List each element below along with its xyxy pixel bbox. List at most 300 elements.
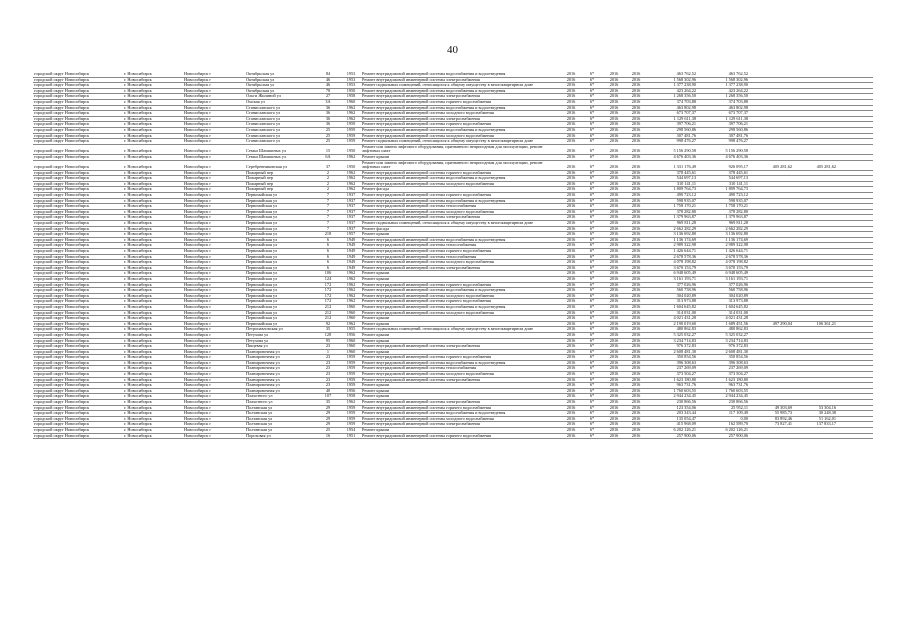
- work-type-cell: Ремонт внутридомовой инженерной системы холодного водоснабжения: [361, 133, 561, 139]
- work-type-cell: Ремонт внутридомовой инженерной системы горячего водоснабжения: [361, 122, 561, 128]
- settlement-cell: г. Новосибирск: [123, 276, 183, 282]
- house-cell: 23: [315, 355, 341, 361]
- street-cell: Первомайская ул: [245, 204, 315, 210]
- municipality-cell: городской округ Новосибирск: [33, 83, 123, 89]
- priority-cell: 6*: [581, 187, 603, 193]
- fund-cost-cell: 310 141,11: [699, 181, 751, 187]
- locality-cell: Новосибирск г: [183, 181, 245, 187]
- end-year-cell: 2016: [625, 360, 647, 366]
- plan-year-cell: 2016: [561, 181, 581, 187]
- fund-cost-cell: 6 202 126,21: [699, 428, 751, 434]
- house-cell: 78: [315, 88, 341, 94]
- settlement-cell: г. Новосибирск: [123, 428, 183, 434]
- year-cell: 1962: [341, 321, 361, 327]
- work-type-cell: Ремонт фасада: [361, 226, 561, 232]
- total-cost-cell: 350 854,56: [647, 355, 699, 361]
- total-cost-cell: 307 481,76: [647, 133, 699, 139]
- settlement-cell: г. Новосибирск: [123, 394, 183, 400]
- start-year-cell: 2016: [603, 215, 625, 221]
- house-cell: 36: [315, 111, 341, 117]
- municipality-cell: городской округ Новосибирск: [33, 127, 123, 133]
- house-cell: 6: [315, 265, 341, 271]
- start-year-cell: 2016: [603, 170, 625, 176]
- start-year-cell: 2016: [603, 116, 625, 122]
- start-year-cell: 2016: [603, 332, 625, 338]
- house-cell: 84: [315, 72, 341, 77]
- locality-cell: Новосибирск г: [183, 94, 245, 100]
- end-year-cell: 2016: [625, 260, 647, 266]
- house-cell: 7: [315, 193, 341, 199]
- year-cell: 1949: [341, 243, 361, 249]
- street-cell: Плахотного ул: [245, 394, 315, 400]
- extra-cost-1-cell: [751, 144, 795, 154]
- street-cell: Полтавская ул: [245, 416, 315, 422]
- fund-cost-cell: 4 078 198,82: [699, 260, 751, 266]
- plan-year-cell: 2016: [561, 394, 581, 400]
- locality-cell: Новосибирск г: [183, 293, 245, 299]
- settlement-cell: г. Новосибирск: [123, 111, 183, 117]
- priority-cell: 6*: [581, 332, 603, 338]
- house-cell: 35: [315, 327, 341, 333]
- plan-year-cell: 2016: [561, 198, 581, 204]
- year-cell: 1959: [341, 377, 361, 383]
- priority-cell: 6*: [581, 344, 603, 350]
- year-cell: 1962: [341, 187, 361, 193]
- total-cost-cell: 1 760 603,55: [647, 388, 699, 394]
- plan-year-cell: 2016: [561, 83, 581, 89]
- start-year-cell: 2016: [603, 154, 625, 160]
- start-year-cell: 2016: [603, 226, 625, 232]
- municipality-cell: городской округ Новосибирск: [33, 299, 123, 305]
- total-cost-cell: 257 900,06: [647, 433, 699, 439]
- street-cell: Полтавская ул: [245, 428, 315, 434]
- fund-cost-cell: 374 703,88: [699, 99, 751, 105]
- municipality-cell: городской округ Новосибирск: [33, 276, 123, 282]
- locality-cell: Новосибирск г: [183, 416, 245, 422]
- end-year-cell: 2016: [625, 83, 647, 89]
- locality-cell: Новосибирск г: [183, 388, 245, 394]
- municipality-cell: городской округ Новосибирск: [33, 204, 123, 210]
- end-year-cell: 2016: [625, 160, 647, 170]
- start-year-cell: 2016: [603, 198, 625, 204]
- fund-cost-cell: 963 731,76: [699, 383, 751, 389]
- priority-cell: 6*: [581, 288, 603, 294]
- plan-year-cell: 2016: [561, 360, 581, 366]
- settlement-cell: г. Новосибирск: [123, 105, 183, 111]
- start-year-cell: 2016: [603, 372, 625, 378]
- street-cell: Октябрьская ул: [245, 72, 315, 77]
- work-type-cell: Ремонт внутридомовой инженерной системы водоснабжения и водоотведения: [361, 198, 561, 204]
- street-cell: Пожарный пер: [245, 181, 315, 187]
- house-cell: 6: [315, 243, 341, 249]
- locality-cell: Новосибирск г: [183, 310, 245, 316]
- year-cell: 1959: [341, 133, 361, 139]
- end-year-cell: 2016: [625, 181, 647, 187]
- year-cell: 1937: [341, 198, 361, 204]
- start-year-cell: 2016: [603, 265, 625, 271]
- work-type-cell: Ремонт внутридомовой инженерной системы водоснабжения и водоотведения: [361, 105, 561, 111]
- settlement-cell: г. Новосибирск: [123, 215, 183, 221]
- municipality-cell: городской округ Новосибирск: [33, 139, 123, 145]
- settlement-cell: г. Новосибирск: [123, 282, 183, 288]
- settlement-cell: г. Новосибирск: [123, 193, 183, 199]
- year-cell: 1962: [341, 276, 361, 282]
- start-year-cell: 2016: [603, 187, 625, 193]
- priority-cell: 6*: [581, 433, 603, 439]
- work-type-cell: Ремонт внутридомовой инженерной системы электроснабжения: [361, 344, 561, 350]
- street-cell: Первомайская ул: [245, 249, 315, 255]
- fund-cost-cell: 314 031,00: [699, 310, 751, 316]
- total-cost-cell: 5 325 032,27: [647, 332, 699, 338]
- end-year-cell: 2016: [625, 127, 647, 133]
- year-cell: 1959: [341, 355, 361, 361]
- work-type-cell: Ремонт внутридомовой инженерной системы водоснабжения и водоотведения: [361, 176, 561, 182]
- priority-cell: 6*: [581, 388, 603, 394]
- priority-cell: 6*: [581, 127, 603, 133]
- end-year-cell: 2016: [625, 209, 647, 215]
- end-year-cell: 2016: [625, 282, 647, 288]
- year-cell: 1949: [341, 254, 361, 260]
- end-year-cell: 2016: [625, 299, 647, 305]
- total-cost-cell: 463 762,52: [647, 72, 699, 77]
- end-year-cell: 2016: [625, 249, 647, 255]
- settlement-cell: г. Новосибирск: [123, 366, 183, 372]
- work-type-cell: Ремонт внутридомовой инженерной системы теплоснабжения: [361, 366, 561, 372]
- house-cell: 7: [315, 204, 341, 210]
- plan-year-cell: 2016: [561, 260, 581, 266]
- municipality-cell: городской округ Новосибирск: [33, 221, 123, 227]
- plan-year-cell: 2016: [561, 160, 581, 170]
- locality-cell: Новосибирск г: [183, 116, 245, 122]
- work-type-cell: Ремонт внутридомовой инженерной системы теплоснабжения: [361, 243, 561, 249]
- start-year-cell: 2016: [603, 299, 625, 305]
- house-cell: 29: [315, 416, 341, 422]
- locality-cell: Новосибирск г: [183, 154, 245, 160]
- start-year-cell: 2016: [603, 383, 625, 389]
- plan-year-cell: 2016: [561, 411, 581, 417]
- start-year-cell: 2016: [603, 433, 625, 439]
- locality-cell: Новосибирск г: [183, 221, 245, 227]
- fund-cost-cell: 3 670 153,79: [699, 265, 751, 271]
- year-cell: 1960: [341, 338, 361, 344]
- priority-cell: 6*: [581, 154, 603, 160]
- house-cell: 29: [315, 422, 341, 428]
- priority-cell: 6*: [581, 237, 603, 243]
- end-year-cell: 2016: [625, 271, 647, 277]
- year-cell: 1960: [341, 316, 361, 322]
- plan-year-cell: 2016: [561, 288, 581, 294]
- settlement-cell: г. Новосибирск: [123, 133, 183, 139]
- extra-cost-2-cell: 137 833,17: [795, 422, 839, 428]
- priority-cell: 6*: [581, 88, 603, 94]
- priority-cell: 6*: [581, 394, 603, 400]
- start-year-cell: 2016: [603, 254, 625, 260]
- work-type-cell: Ремонт подвальных помещений, относящихся к общему имуществу в многоквартирном доме: [361, 83, 561, 89]
- settlement-cell: г. Новосибирск: [123, 293, 183, 299]
- locality-cell: Новосибирск г: [183, 282, 245, 288]
- fund-cost-cell: 3 136 692,80: [699, 232, 751, 238]
- municipality-cell: городской округ Новосибирск: [33, 170, 123, 176]
- plan-year-cell: 2016: [561, 304, 581, 310]
- work-type-cell: Ремонт внутридомовой инженерной системы водоснабжения и водоотведения: [361, 411, 561, 417]
- table-row: [33, 160, 873, 170]
- work-type-cell: Ремонт внутридомовой инженерной системы холодного водоснабжения: [361, 416, 561, 422]
- municipality-cell: городской округ Новосибирск: [33, 260, 123, 266]
- settlement-cell: г. Новосибирск: [123, 144, 183, 154]
- priority-cell: 6*: [581, 299, 603, 305]
- fund-cost-cell: 4 676 403,36: [699, 154, 751, 160]
- settlement-cell: г. Новосибирск: [123, 411, 183, 417]
- priority-cell: 6*: [581, 139, 603, 145]
- house-cell: 2: [315, 187, 341, 193]
- plan-year-cell: 2016: [561, 139, 581, 145]
- total-cost-cell: 397 706,21: [647, 122, 699, 128]
- start-year-cell: 2016: [603, 310, 625, 316]
- work-type-cell: Ремонт крыши: [361, 338, 561, 344]
- plan-year-cell: 2016: [561, 433, 581, 439]
- plan-year-cell: 2016: [561, 372, 581, 378]
- street-cell: Первомайская ул: [245, 254, 315, 260]
- work-type-cell: Ремонт внутридомовой инженерной системы водоснабжения и водоотведения: [361, 237, 561, 243]
- fund-cost-cell: 5 156 290,58: [699, 144, 751, 154]
- municipality-cell: городской округ Новосибирск: [33, 144, 123, 154]
- municipality-cell: городской округ Новосибирск: [33, 338, 123, 344]
- work-type-cell: Ремонт внутридомовой инженерной системы горячего водоснабжения: [361, 282, 561, 288]
- extra-cost-2-cell: 405 281,62: [795, 160, 839, 170]
- street-cell: Петухова ул: [245, 332, 315, 338]
- start-year-cell: 2016: [603, 204, 625, 210]
- total-cost-cell: 2 662 282,29: [647, 226, 699, 232]
- fund-cost-cell: 998 476,27: [699, 139, 751, 145]
- street-cell: Планировочная ул: [245, 388, 315, 394]
- work-type-cell: Ремонт или замена лифтового оборудования, признанного непригодным для эксплуатации, ремонт лифтовых шахт: [361, 144, 561, 154]
- municipality-cell: городской округ Новосибирск: [33, 237, 123, 243]
- house-cell: 23: [315, 360, 341, 366]
- priority-cell: 6*: [581, 282, 603, 288]
- street-cell: Семьи Шамшиных ул: [245, 154, 315, 160]
- settlement-cell: г. Новосибирск: [123, 249, 183, 255]
- total-cost-cell: 2 989 322,98: [647, 243, 699, 249]
- start-year-cell: 2016: [603, 111, 625, 117]
- end-year-cell: 2016: [625, 237, 647, 243]
- work-type-cell: Ремонт внутридомовой инженерной системы горячего водоснабжения: [361, 170, 561, 176]
- fund-cost-cell: 230 866,56: [699, 400, 751, 406]
- locality-cell: Новосибирск г: [183, 237, 245, 243]
- locality-cell: Новосибирск г: [183, 349, 245, 355]
- fund-cost-cell: 423 264,22: [699, 88, 751, 94]
- fund-cost-cell: 480 862,83: [699, 327, 751, 333]
- house-cell: 212: [315, 316, 341, 322]
- priority-cell: 6*: [581, 293, 603, 299]
- total-cost-cell: 313 973,88: [647, 299, 699, 305]
- start-year-cell: 2016: [603, 411, 625, 417]
- end-year-cell: 2016: [625, 327, 647, 333]
- street-cell: Петропавловская ул: [245, 327, 315, 333]
- start-year-cell: 2016: [603, 428, 625, 434]
- start-year-cell: 2016: [603, 416, 625, 422]
- year-cell: 1950: [341, 144, 361, 154]
- settlement-cell: г. Новосибирск: [123, 344, 183, 350]
- year-cell: 1959: [341, 422, 361, 428]
- house-cell: 27: [315, 94, 341, 100]
- street-cell: Пожарный пер: [245, 176, 315, 182]
- work-type-cell: Ремонт крыши: [361, 154, 561, 160]
- plan-year-cell: 2016: [561, 327, 581, 333]
- extra-cost-3-cell: [839, 433, 873, 439]
- plan-year-cell: 2016: [561, 355, 581, 361]
- locality-cell: Новосибирск г: [183, 422, 245, 428]
- start-year-cell: 2016: [603, 127, 625, 133]
- end-year-cell: 2016: [625, 422, 647, 428]
- work-type-cell: Ремонт внутридомовой инженерной системы холодного водоснабжения: [361, 372, 561, 378]
- fund-cost-cell: 298 560,86: [699, 127, 751, 133]
- house-cell: 2: [315, 181, 341, 187]
- total-cost-cell: 1 377 238,90: [647, 83, 699, 89]
- house-cell: 172: [315, 293, 341, 299]
- work-type-cell: Ремонт внутридомовой инженерной системы холодного водоснабжения: [361, 260, 561, 266]
- plan-year-cell: 2016: [561, 215, 581, 221]
- start-year-cell: 2016: [603, 355, 625, 361]
- extra-cost-1-cell: [751, 433, 795, 439]
- locality-cell: Новосибирск г: [183, 405, 245, 411]
- work-type-cell: Ремонт крыши: [361, 332, 561, 338]
- house-cell: 25: [315, 133, 341, 139]
- fund-cost-cell: 378 282,80: [699, 209, 751, 215]
- work-type-cell: Ремонт внутридомовой инженерной системы водоснабжения и водоотведения: [361, 360, 561, 366]
- street-cell: Плахотного ул: [245, 400, 315, 406]
- start-year-cell: 2016: [603, 338, 625, 344]
- house-cell: 23: [315, 372, 341, 378]
- municipality-cell: городской округ Новосибирск: [33, 254, 123, 260]
- plan-year-cell: 2016: [561, 254, 581, 260]
- street-cell: Первомайская ул: [245, 243, 315, 249]
- priority-cell: 6*: [581, 416, 603, 422]
- end-year-cell: 2016: [625, 349, 647, 355]
- locality-cell: Новосибирск г: [183, 232, 245, 238]
- municipality-cell: городской округ Новосибирск: [33, 243, 123, 249]
- start-year-cell: 2016: [603, 400, 625, 406]
- house-cell: 2: [315, 176, 341, 182]
- settlement-cell: г. Новосибирск: [123, 271, 183, 277]
- work-type-cell: Ремонт внутридомовой инженерной системы холодного водоснабжения: [361, 111, 561, 117]
- work-type-cell: Ремонт внутридомовой инженерной системы холодного водоснабжения: [361, 209, 561, 215]
- street-cell: Октябрьская ул: [245, 88, 315, 94]
- plan-year-cell: 2016: [561, 226, 581, 232]
- plan-year-cell: 2016: [561, 237, 581, 243]
- year-cell: 1959: [341, 411, 361, 417]
- total-cost-cell: 3 234 714,83: [647, 338, 699, 344]
- settlement-cell: г. Новосибирск: [123, 187, 183, 193]
- street-cell: Планировочная ул: [245, 383, 315, 389]
- year-cell: 1962: [341, 170, 361, 176]
- settlement-cell: г. Новосибирск: [123, 338, 183, 344]
- year-cell: 1957: [341, 232, 361, 238]
- municipality-cell: городской округ Новосибирск: [33, 232, 123, 238]
- start-year-cell: 2016: [603, 316, 625, 322]
- street-cell: Станиславского ул: [245, 133, 315, 139]
- end-year-cell: 2016: [625, 394, 647, 400]
- plan-year-cell: 2016: [561, 209, 581, 215]
- plan-year-cell: 2016: [561, 127, 581, 133]
- fund-cost-cell: 1 760 603,55: [699, 388, 751, 394]
- fund-cost-cell: 3 161 193,71: [699, 276, 751, 282]
- priority-cell: 6*: [581, 327, 603, 333]
- fund-cost-cell: 926 095,17: [699, 160, 751, 170]
- year-cell: 1951: [341, 433, 361, 439]
- street-cell: Планировочная ул: [245, 377, 315, 383]
- year-cell: 1953: [341, 83, 361, 89]
- year-cell: 1937: [341, 193, 361, 199]
- locality-cell: Новосибирск г: [183, 400, 245, 406]
- municipality-cell: городской округ Новосибирск: [33, 288, 123, 294]
- total-cost-cell: 3 161 193,71: [647, 276, 699, 282]
- house-cell: 23: [315, 383, 341, 389]
- priority-cell: 6*: [581, 116, 603, 122]
- priority-cell: 6*: [581, 265, 603, 271]
- house-cell: 29: [315, 411, 341, 417]
- street-cell: Ольги Жилиной ул: [245, 94, 315, 100]
- fund-cost-cell: 5 325 032,27: [699, 332, 751, 338]
- fund-cost-cell: 350 854,56: [699, 355, 751, 361]
- work-type-cell: Ремонт крыши: [361, 394, 561, 400]
- plan-year-cell: 2016: [561, 176, 581, 182]
- municipality-cell: городской округ Новосибирск: [33, 88, 123, 94]
- street-cell: Станиславского ул: [245, 105, 315, 111]
- end-year-cell: 2016: [625, 388, 647, 394]
- locality-cell: Новосибирск г: [183, 332, 245, 338]
- plan-year-cell: 2016: [561, 122, 581, 128]
- plan-year-cell: 2016: [561, 383, 581, 389]
- settlement-cell: г. Новосибирск: [123, 83, 183, 89]
- priority-cell: 6*: [581, 170, 603, 176]
- municipality-cell: городской округ Новосибирск: [33, 304, 123, 310]
- municipality-cell: городской округ Новосибирск: [33, 116, 123, 122]
- year-cell: 1949: [341, 249, 361, 255]
- municipality-cell: городской округ Новосибирск: [33, 293, 123, 299]
- street-cell: Семьи Шамшиных ул: [245, 144, 315, 154]
- total-cost-cell: 598 935,07: [647, 198, 699, 204]
- settlement-cell: г. Новосибирск: [123, 416, 183, 422]
- street-cell: Октябрьская ул: [245, 77, 315, 83]
- municipality-cell: городской округ Новосибирск: [33, 310, 123, 316]
- priority-cell: 6*: [581, 366, 603, 372]
- municipality-cell: городской округ Новосибирск: [33, 355, 123, 361]
- work-type-cell: Ремонт крыши: [361, 428, 561, 434]
- priority-cell: 6*: [581, 77, 603, 83]
- plan-year-cell: 2016: [561, 338, 581, 344]
- year-cell: 1958: [341, 94, 361, 100]
- year-cell: 1937: [341, 209, 361, 215]
- fund-cost-cell: 0,00: [699, 416, 751, 422]
- street-cell: Первомайская ул: [245, 293, 315, 299]
- work-type-cell: Ремонт внутридомовой инженерной системы холодного водоснабжения: [361, 310, 561, 316]
- year-cell: 1937: [341, 226, 361, 232]
- plan-year-cell: 2016: [561, 405, 581, 411]
- street-cell: Пищевая ул: [245, 344, 315, 350]
- start-year-cell: 2016: [603, 377, 625, 383]
- year-cell: 1959: [341, 360, 361, 366]
- house-cell: 107: [315, 394, 341, 400]
- municipality-cell: городской округ Новосибирск: [33, 249, 123, 255]
- fund-cost-cell: 1 809 764,73: [699, 187, 751, 193]
- work-type-cell: Ремонт внутридомовой инженерной системы теплоснабжения: [361, 254, 561, 260]
- street-cell: Планировочная ул: [245, 355, 315, 361]
- work-type-cell: Ремонт крыши: [361, 321, 561, 327]
- end-year-cell: 2016: [625, 116, 647, 122]
- priority-cell: 6*: [581, 400, 603, 406]
- year-cell: 1950: [341, 88, 361, 94]
- year-cell: 1956: [341, 332, 361, 338]
